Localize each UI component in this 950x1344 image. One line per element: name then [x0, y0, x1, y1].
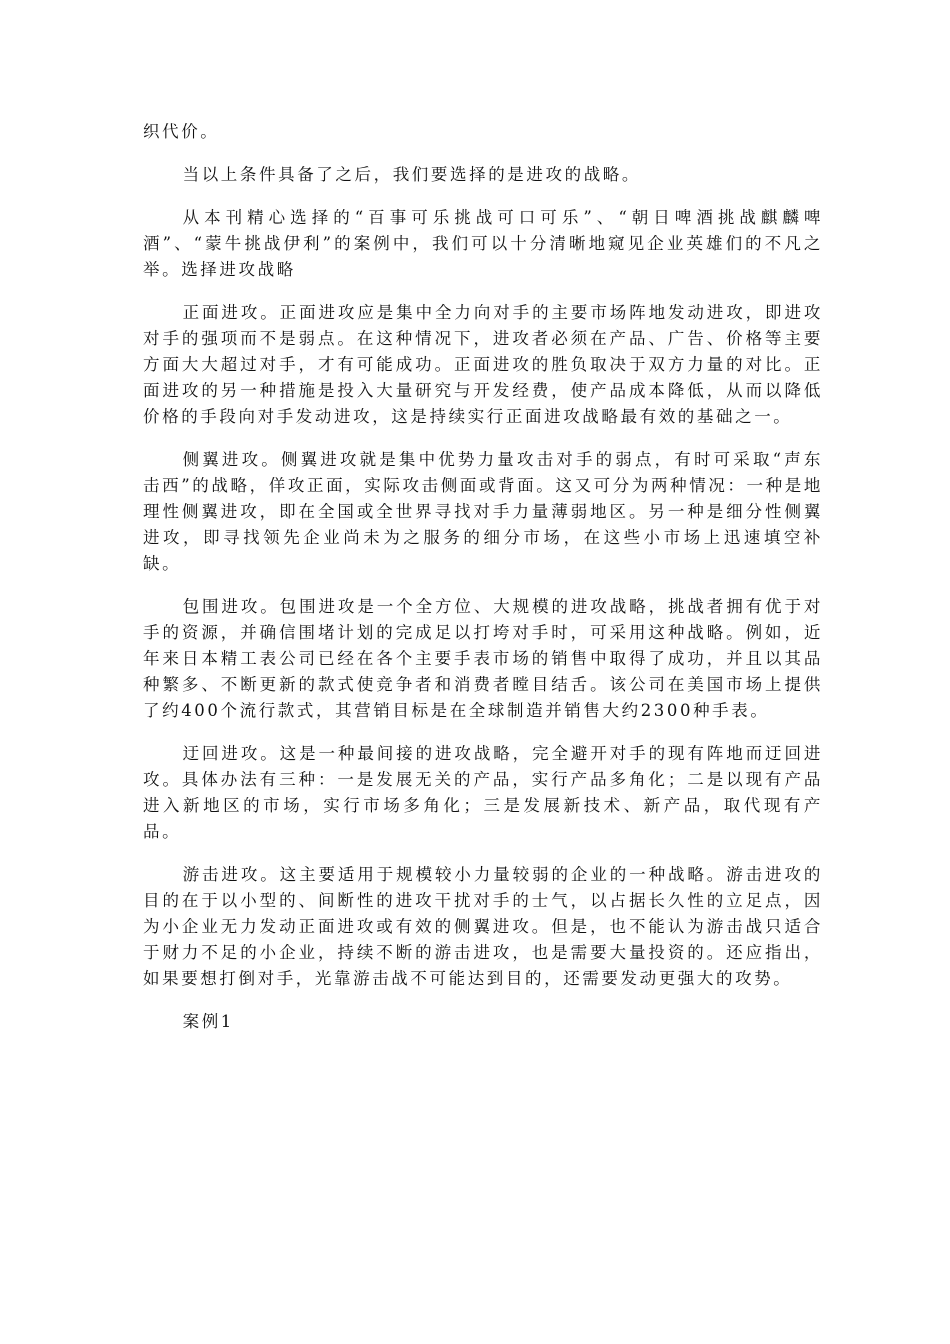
paragraph-encirclement-attack: 包围进攻。包围进攻是一个全方位、大规模的进攻战略，挑战者拥有优于对手的资源，并确信围堵计划的完成足以打垮对手时，可采用这种战略。例如，近年来日本精工表公司已经在各个主要手表市场的销售中取得了成功，并且以其品种繁多、不断更新的款式使竞争者和消费者瞠目结舌。该公司在美国市场上提供了约400个流行款式，其营销目标是在全球制造并销售大约2300种手表。 — [143, 597, 823, 720]
paragraph-strategy-intro: 当以上条件具备了之后，我们要选择的是进攻的战略。 — [182, 165, 641, 184]
paragraph-bypass-attack: 迂回进攻。这是一种最间接的进攻战略，完全避开对手的现有阵地而迂回进攻。具体办法有三种：一是发展无关的产品，实行产品多角化；二是以现有产品进入新地区的市场，实行市场多角化；三是发展新技术、新产品，取代现有产品。 — [143, 744, 823, 841]
paragraph-guerrilla-attack: 游击进攻。这主要适用于规模较小力量较弱的企业的一种战略。游击进攻的目的在于以小型的、间断性的进攻干扰对手的士气，以占据长久性的立足点，因为小企业无力发动正面进攻或有效的侧翼进攻。但是，也不能认为游击战只适合于财力不足的小企业，持续不断的游击进攻，也是需要大量投资的。还应指出，如果要想打倒对手，光靠游击战不可能达到目的，还需要发动更强大的攻势。 — [143, 865, 823, 988]
document-body — [143, 119, 823, 1052]
paragraph-case-overview: 从本刊精心选择的“百事可乐挑战可口可乐”、“朝日啤酒挑战麒麟啤酒”、“蒙牛挑战伊利”的案例中，我们可以十分清晰地窥见企业英雄们的不凡之举。选择进攻战略 — [143, 208, 823, 279]
paragraph-flank-attack: 侧翼进攻。侧翼进攻就是集中优势力量攻击对手的弱点，有时可采取“声东击西”的战略，佯攻正面，实际攻击侧面或背面。这又可分为两种情况：一种是地理性侧翼进攻，即在全国或全世界寻找对手力量薄弱地区。另一种是细分性侧翼进攻，即寻找领先企业尚未为之服务的细分市场，在这些小市场上迅速填空补缺。 — [143, 450, 823, 573]
case-heading: 案例1 — [182, 1012, 234, 1031]
paragraph-continuation: 织代价。 — [143, 122, 220, 141]
paragraph-frontal-attack: 正面进攻。正面进攻应是集中全力向对手的主要市场阵地发动进攻，即进攻对手的强项而不是弱点。在这种情况下，进攻者必须在产品、广告、价格等主要方面大大超过对手，才有可能成功。正面进攻的胜负取决于双方力量的对比。正面进攻的另一种措施是投入大量研究与开发经费，使产品成本降低，从而以降低价格的手段向对手发动进攻，这是持续实行正面进攻战略最有效的基础之一。 — [143, 303, 823, 426]
